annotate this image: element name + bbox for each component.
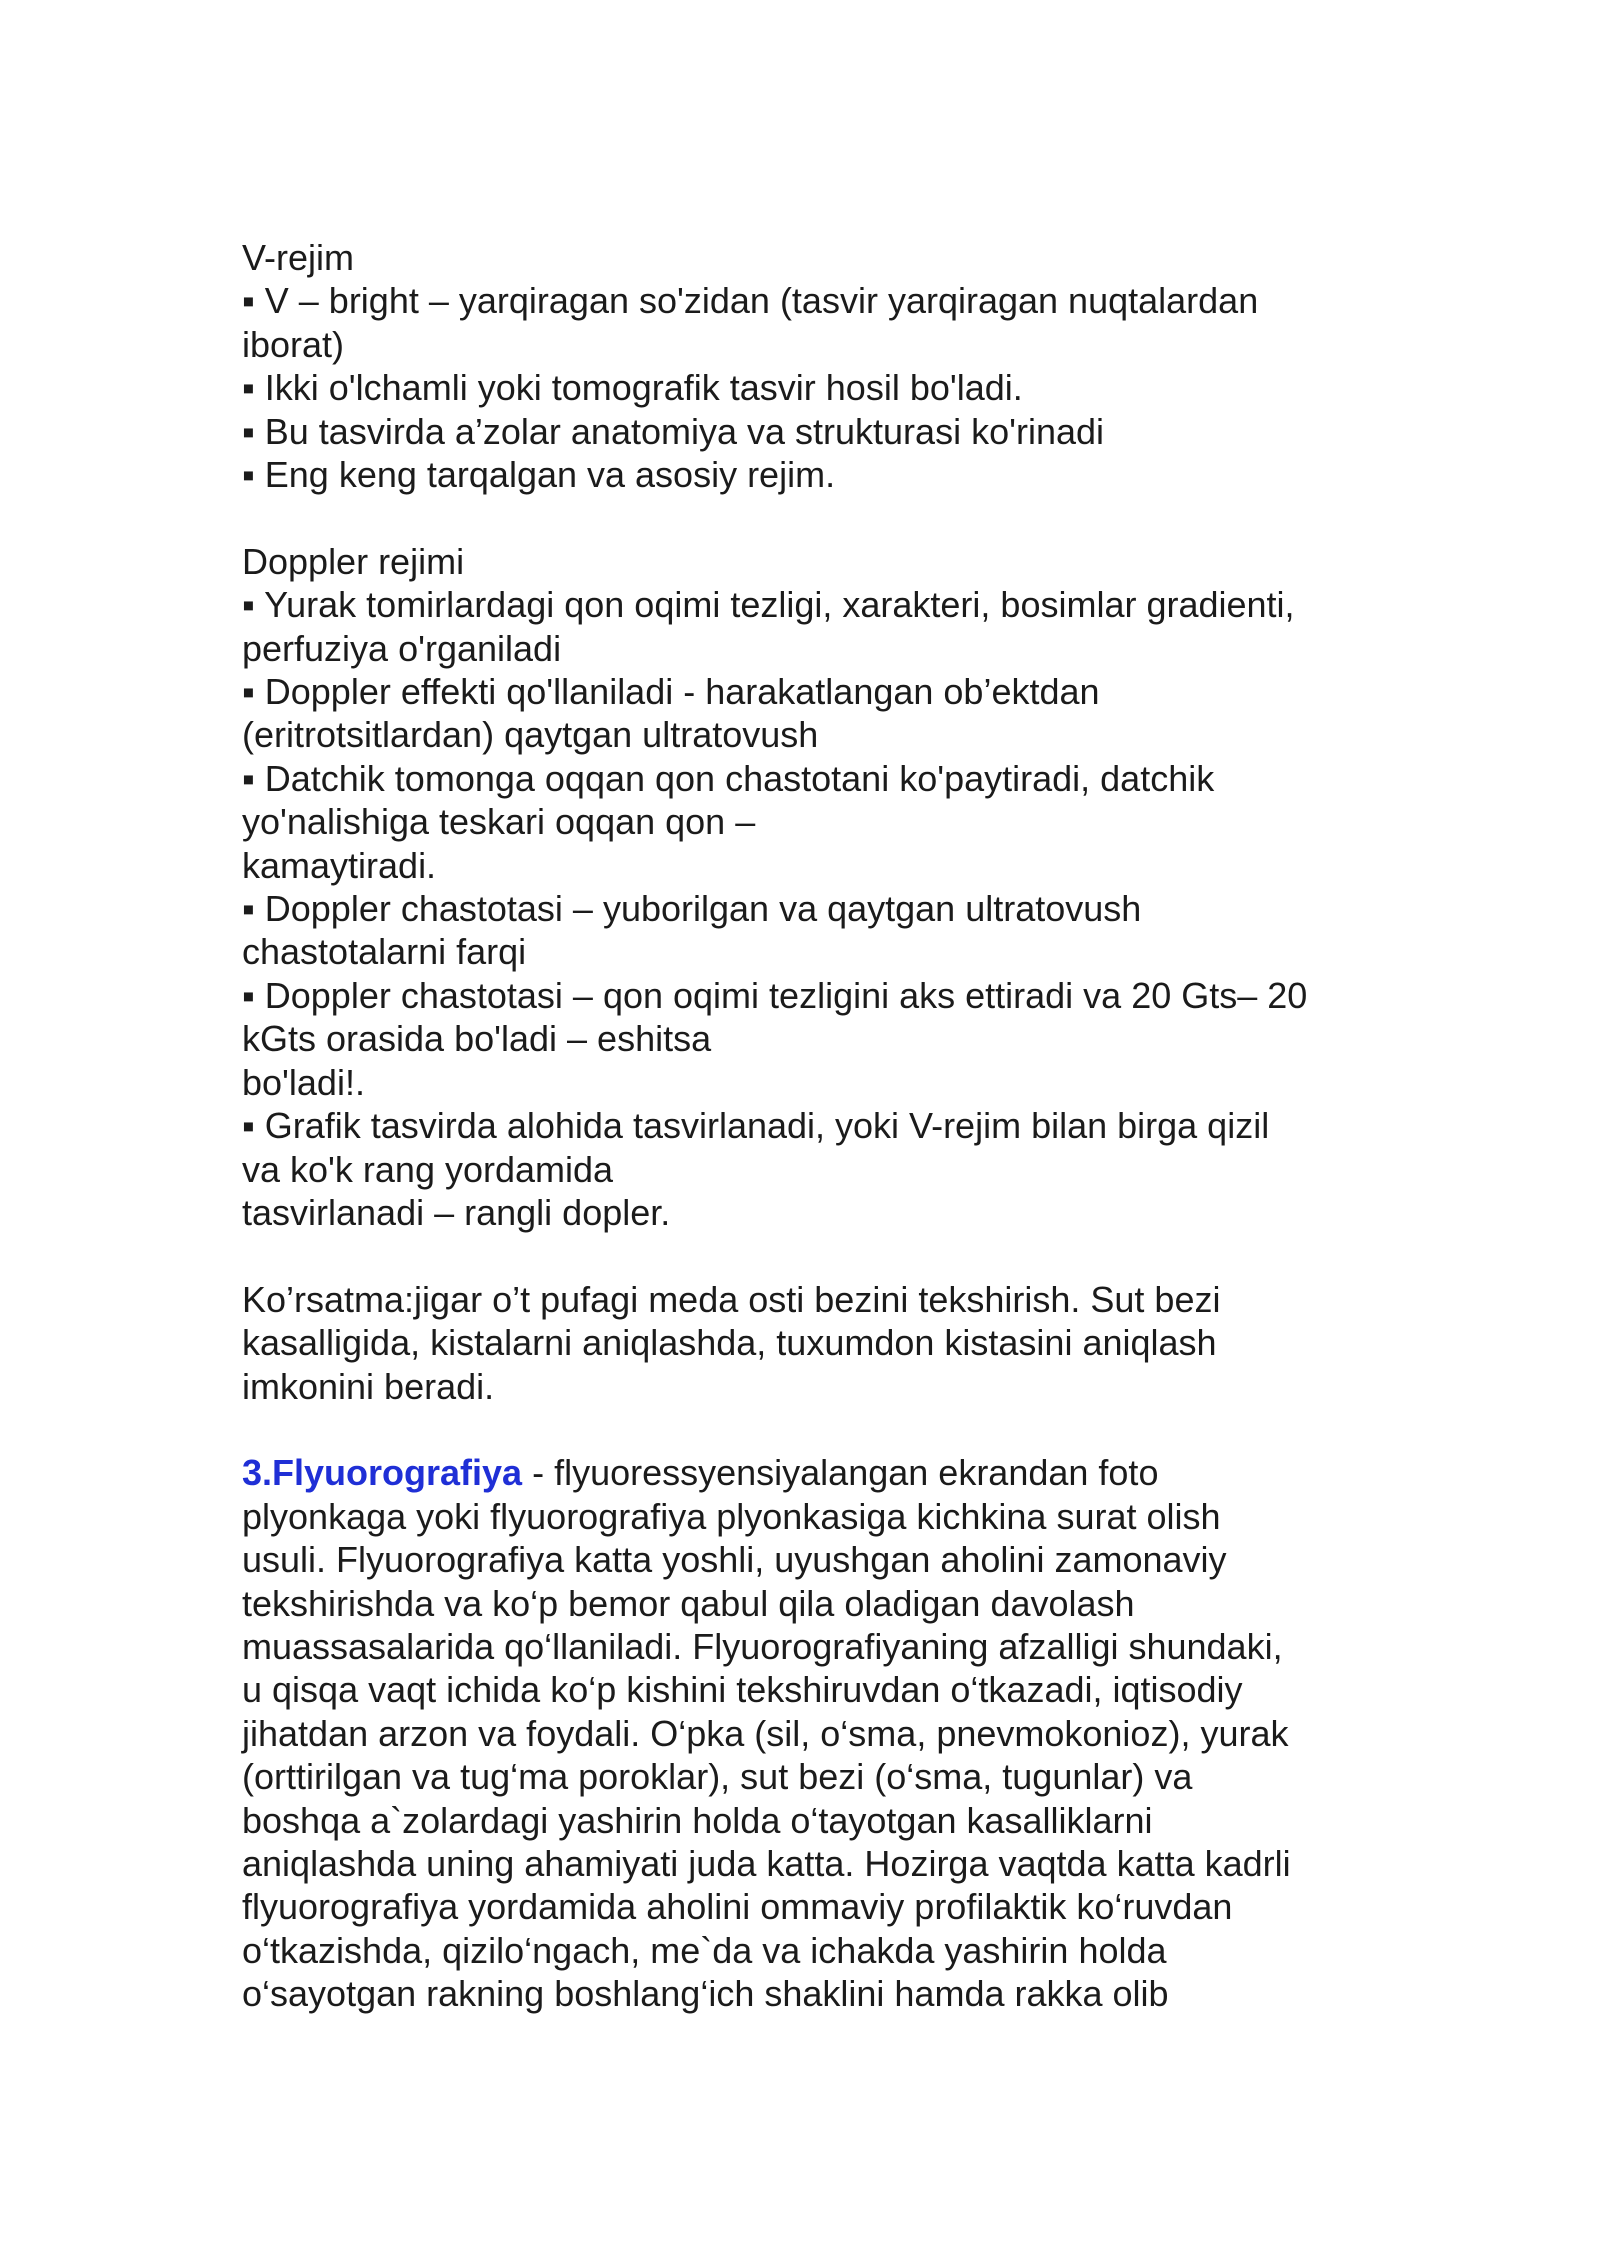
- fluorography-line: (orttirilgan va tug‘ma poroklar), sut bezi (o‘sma, tugunlar) va: [242, 1756, 1193, 1798]
- doppler-line: bo'ladi!.: [242, 1061, 365, 1103]
- fluorography-line: jihatdan arzon va foydali. O‘pka (sil, o‘sma, pnevmokonioz), yurak: [242, 1712, 1289, 1754]
- doppler-line: tasvirlanadi – rangli dopler.: [242, 1191, 671, 1233]
- doppler-line: chastotalarni farqi: [242, 931, 527, 973]
- doppler-line: (eritrotsitlardan) qaytgan ultratovush: [242, 714, 819, 756]
- doppler-line: ▪ Datchik tomonga oqqan qon chastotani ko'paytiradi, datchik: [242, 757, 1215, 799]
- fluorography-heading: 3.Flyuorografiya: [242, 1452, 523, 1494]
- fluorography-first-line-rest: - flyuoressyensiyalangan ekrandan foto: [522, 1452, 1159, 1494]
- indication-line: imkonini beradi.: [242, 1365, 495, 1407]
- doppler-section: [242, 540, 1382, 1235]
- v-mode-line: ▪ Eng keng tarqalgan va asosiy rejim.: [242, 454, 836, 496]
- indication-line: Ko’rsatma:jigar o’t pufagi meda osti bezini tekshirish. Sut bezi: [242, 1278, 1221, 1320]
- indication-line: kasalligida, kistalarni aniqlashda, tuxumdon kistasini aniqlash: [242, 1322, 1217, 1364]
- doppler-line: kamaytiradi.: [242, 844, 437, 886]
- doppler-title: Doppler rejimi: [242, 540, 465, 582]
- fluorography-line: usuli. Flyuorografiya katta yoshli, uyushgan aholini zamonaviy: [242, 1539, 1227, 1581]
- doppler-line: perfuziya o'rganiladi: [242, 627, 562, 669]
- paragraph-gap: [242, 1234, 1382, 1277]
- fluorography-line: muassasalarida qo‘llaniladi. Flyuorografiyaning afzalligi shundaki,: [242, 1625, 1283, 1667]
- fluorography-line: flyuorografiya yordamida aholini ommaviy profilaktik ko‘ruvdan: [242, 1886, 1233, 1928]
- doppler-line: va ko'k rang yordamida: [242, 1148, 614, 1190]
- fluorography-line: o‘sayotgan rakning boshlang‘ich shaklini hamda rakka olib: [242, 1973, 1169, 2015]
- v-mode-line: iborat): [242, 323, 345, 365]
- fluorography-line: tekshirishda va ko‘p bemor qabul qila oladigan davolash: [242, 1582, 1135, 1624]
- doppler-line: ▪ Yurak tomirlardagi qon oqimi tezligi, xarakteri, bosimlar gradienti,: [242, 584, 1295, 626]
- v-mode-line: ▪ Bu tasvirda a’zolar anatomiya va strukturasi ko'rinadi: [242, 410, 1105, 452]
- paragraph-gap: [242, 496, 1382, 539]
- doppler-line: ▪ Doppler chastotasi – qon oqimi tezligini aks ettiradi va 20 Gts– 20: [242, 974, 1308, 1016]
- doppler-line: ▪ Doppler chastotasi – yuborilgan va qaytgan ultratovush: [242, 888, 1142, 930]
- v-mode-section: [242, 236, 1382, 496]
- document-page: [242, 236, 1382, 2016]
- doppler-line: ▪ Doppler effekti qo'llaniladi - harakatlangan ob’ektdan: [242, 671, 1100, 713]
- indication-paragraph: [242, 1278, 1382, 1408]
- v-mode-line: ▪ V – bright – yarqiragan so'zidan (tasvir yarqiragan nuqtalardan: [242, 280, 1259, 322]
- fluorography-first-line: [242, 1451, 1382, 1494]
- fluorography-line: plyonkaga yoki flyuorografiya plyonkasiga kichkina surat olish: [242, 1495, 1221, 1537]
- fluorography-line: o‘tkazishda, qizilo‘ngach, me`da va ichakda yashirin holda: [242, 1929, 1167, 1971]
- doppler-line: ▪ Grafik tasvirda alohida tasvirlanadi, yoki V-rejim bilan birga qizil: [242, 1105, 1270, 1147]
- doppler-line: yo'nalishiga teskari oqqan qon –: [242, 801, 756, 843]
- fluorography-line: u qisqa vaqt ichida ko‘p kishini tekshiruvdan o‘tkazadi, iqtisodiy: [242, 1669, 1243, 1711]
- v-mode-line: ▪ Ikki o'lchamli yoki tomografik tasvir hosil bo'ladi.: [242, 367, 1023, 409]
- v-mode-title: V-rejim: [242, 237, 355, 278]
- fluorography-section: [242, 1451, 1382, 2015]
- doppler-line: kGts orasida bo'ladi – eshitsa: [242, 1018, 712, 1060]
- paragraph-gap: [242, 1408, 1382, 1451]
- fluorography-line: boshqa a`zolardagi yashirin holda o‘tayotgan kasalliklarni: [242, 1799, 1153, 1841]
- fluorography-line: aniqlashda uning ahamiyati juda katta. Hozirga vaqtda katta kadrli: [242, 1842, 1291, 1884]
